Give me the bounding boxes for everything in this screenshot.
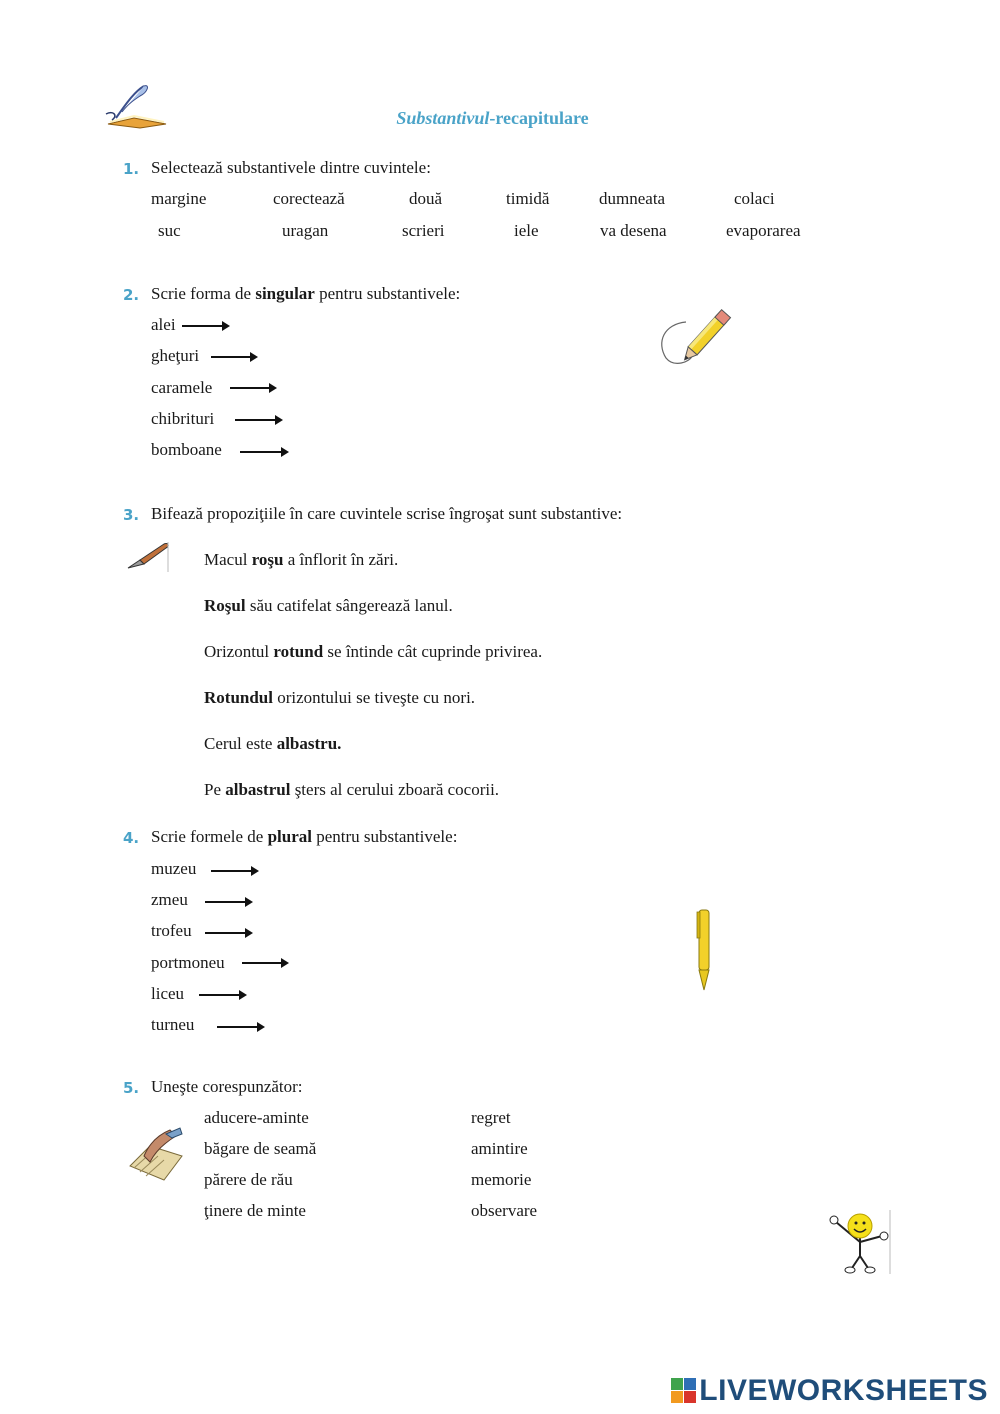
q2-text-bold: singular [255,284,315,303]
q4-word: portmoneu [151,953,225,972]
sentence-part: Orizontul [204,642,274,661]
q2-word: chibrituri [151,409,215,428]
q2-word: gheţuri [151,346,200,365]
arrow-icon [205,932,251,934]
q4-word: trofeu [151,921,192,940]
liveworksheets-logo [671,1374,988,1408]
q5-right-item[interactable]: memorie [471,1170,532,1189]
arrow-icon [211,356,256,358]
sentence-bold: albastrul [225,780,291,799]
q1-word[interactable]: timidă [506,189,550,208]
q3-sentence[interactable] [204,550,398,570]
q1-number: 1. [123,160,140,178]
pen-icon [694,908,714,992]
q4-text-before: Scrie formele de [151,827,268,846]
sentence-bold: roşu [251,550,284,569]
liveworksheets-logo-mark-icon [671,1378,697,1404]
q2-instruction [151,284,460,304]
q5-left-item[interactable]: băgare de seamă [204,1139,317,1158]
sentence-part: se întinde cât cuprinde privirea. [323,642,543,661]
title-italic: Substantivul [396,108,490,128]
q5-right-item[interactable]: regret [471,1108,511,1127]
brush-icon [126,540,172,572]
q3-sentence[interactable] [204,734,341,754]
sentence-bold: rotund [273,642,324,661]
arrow-icon [230,387,275,389]
sentence-part: Macul [204,550,252,569]
q2-word: caramele [151,378,213,397]
q2-word: bomboane [151,440,222,459]
sentence-part: său catifelat sângerează lanul. [245,596,453,615]
q1-word[interactable]: iele [514,221,539,240]
q3-sentence[interactable] [204,780,499,800]
q5-left-item[interactable]: părere de rău [204,1170,293,1189]
arrow-icon [240,451,287,453]
arrow-icon [242,962,287,964]
q4-instruction [151,827,457,847]
q4-text-bold: plural [267,827,312,846]
q1-word[interactable]: va desena [600,221,667,240]
title-rest: -recapitulare [489,108,589,128]
arrow-icon [217,1026,263,1028]
q4-word: muzeu [151,859,197,878]
arrow-icon [199,994,245,996]
q5-right-item[interactable]: observare [471,1201,538,1220]
q1-word[interactable]: două [409,189,443,208]
q1-word[interactable]: suc [158,221,181,240]
q4-number: 4. [123,829,140,847]
arrow-icon [205,901,251,903]
q2-text-after: pentru substantivele: [314,284,461,303]
q4-word: turneu [151,1015,195,1034]
q1-word[interactable]: margine [151,189,207,208]
q3-sentence[interactable] [204,688,475,708]
q3-sentence[interactable] [204,596,453,616]
page-title [0,108,985,129]
arrow-icon [211,870,257,872]
q2-text-before: Scrie forma de [151,284,256,303]
smiley-icon [826,1208,892,1276]
q3-instruction: Bifează propoziţiile în care cuvintele scrise îngroşat sunt substantive: [151,504,623,523]
q5-left-item[interactable]: ţinere de minte [204,1201,306,1220]
q5-number: 5. [123,1079,140,1097]
writing-scroll-icon [126,1126,188,1182]
liveworksheets-logo-text: LIVEWORKSHEETS [699,1374,988,1407]
q4-word: zmeu [151,890,188,909]
pencil-icon [656,302,740,368]
q1-word[interactable]: dumneata [599,189,666,208]
sentence-part: a înflorit în zări. [283,550,399,569]
q2-word: alei [151,315,176,334]
sentence-part: şters al cerului zboară cocorii. [290,780,500,799]
q5-instruction: Uneşte corespunzător: [151,1077,303,1096]
q1-word[interactable]: evaporarea [726,221,801,240]
q1-instruction: Selectează substantivele dintre cuvintele: [151,158,431,177]
q4-word: liceu [151,984,185,1003]
sentence-part: orizontului se tiveşte cu nori. [272,688,476,707]
sentence-part: Pe [204,780,226,799]
q1-word[interactable]: uragan [282,221,329,240]
q1-word[interactable]: colaci [734,189,775,208]
q5-left-item[interactable]: aducere-aminte [204,1108,309,1127]
arrow-icon [235,419,281,421]
q2-number: 2. [123,286,140,304]
q3-number: 3. [123,506,140,524]
sentence-bold: Rotundul [204,688,273,707]
q3-sentence[interactable] [204,642,542,662]
q1-word[interactable]: scrieri [402,221,445,240]
sentence-part: Cerul este [204,734,277,753]
q4-text-after: pentru substantivele: [312,827,458,846]
q1-word[interactable]: corectează [273,189,345,208]
arrow-icon [182,325,228,327]
sentence-bold: albastru. [276,734,342,753]
q5-right-item[interactable]: amintire [471,1139,528,1158]
sentence-bold: Roşul [204,596,246,615]
